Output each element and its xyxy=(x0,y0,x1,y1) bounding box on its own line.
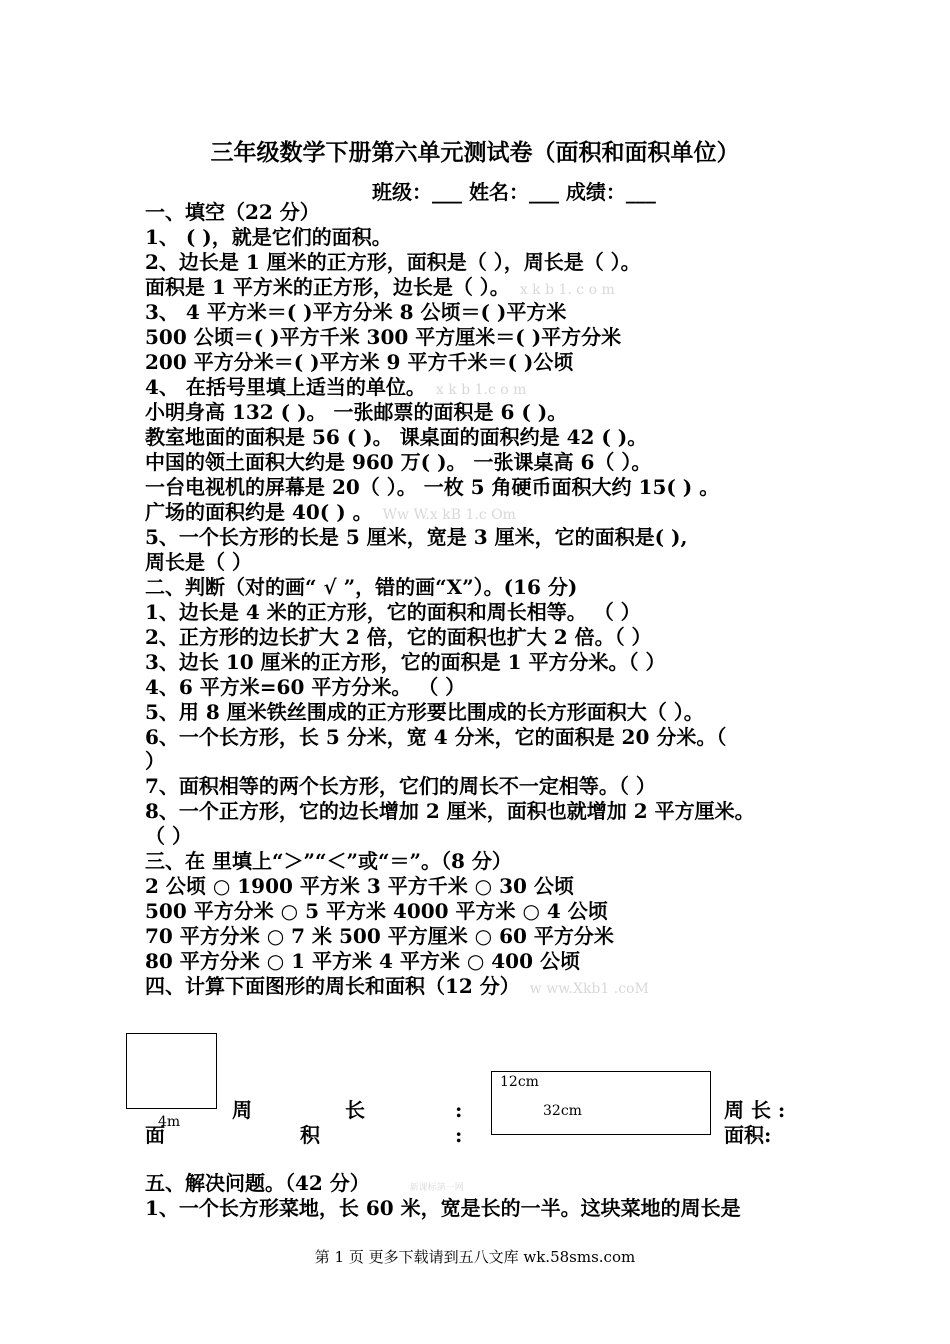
watermark-2: x k b 1.c o m xyxy=(435,382,527,398)
s3-row3: 70 平方分米 ○ 7 米 500 平方厘米 ○ 60 平方分米 xyxy=(145,924,614,948)
rect-length-label: 32cm xyxy=(543,1103,582,1119)
watermark-3: Ww W.x kB 1.c Om xyxy=(382,507,516,523)
square-figure xyxy=(126,1033,217,1109)
s2-item7: 7、面积相等的两个长方形，它们的周长不一定相等。（ ） xyxy=(145,774,656,798)
s2-item6a: 6、一个长方形，长 5 分米，宽 4 分米，它的面积是 20 分米。（ xyxy=(145,725,727,749)
s1-q4d: 一台电视机的屏幕是 20（ ）。 一枚 5 角硬币面积大约 15( ) 。 xyxy=(145,475,720,499)
s2-item1: 1、边长是 4 米的正方形，它的面积和周长相等。 （ ） xyxy=(145,600,641,624)
watermark-4: w ww.Xkb1 .coM xyxy=(529,981,649,997)
section4-heading: 四、计算下面图形的周长和面积（12 分） xyxy=(145,974,520,998)
label-mian: 面 xyxy=(145,1123,165,1147)
s1-q4e: 广场的面积约是 40( ) 。 xyxy=(145,500,373,524)
rect-width-label: 12cm xyxy=(500,1074,539,1090)
s1-q4a: 小明身高 132 ( )。 一张邮票的面积是 6 ( )。 xyxy=(145,400,568,424)
label-ji: 积 xyxy=(300,1123,320,1147)
watermark-5: 新课标第一网 xyxy=(409,1183,464,1193)
watermark-1: x k b 1. c o m xyxy=(519,282,615,298)
section1-heading: 一、填空（22 分） xyxy=(145,200,320,224)
colon-area: : xyxy=(455,1123,463,1147)
s2-item4: 4、6 平方米=60 平方分米。 （ ） xyxy=(145,675,466,699)
s1-q4b: 教室地面的面积是 56 ( )。 课桌面的面积约是 42 ( )。 xyxy=(145,425,648,449)
page-title: 三年级数学下册第六单元测试卷（面积和面积单位） xyxy=(210,139,740,166)
label-chang: 长 xyxy=(345,1098,365,1122)
s1-q4: 4、 在括号里填上适当的单位。 xyxy=(145,375,426,399)
colon-perimeter: : xyxy=(455,1098,463,1122)
s2-item2: 2、正方形的边长扩大 2 倍，它的面积也扩大 2 倍。（ ） xyxy=(145,625,652,649)
s3-row1: 2 公顷 ○ 1900 平方米 3 平方千米 ○ 30 公顷 xyxy=(145,874,574,898)
s2-item8a: 8、一个正方形，它的边长增加 2 厘米，面积也就增加 2 平方厘米。 xyxy=(145,799,755,823)
square-side-label: 4m xyxy=(158,1114,181,1130)
page-footer: 第 1 页 更多下载请到五八文库 wk.58sms.com xyxy=(314,1248,636,1266)
s1-q5a: 5、一个长方形的长是 5 厘米，宽是 3 厘米，它的面积是( ), xyxy=(145,525,688,549)
s2-item8b: （ ） xyxy=(145,824,192,848)
s1-q4-line xyxy=(145,375,526,402)
label-zhou: 周 xyxy=(232,1098,252,1122)
s4-heading-line xyxy=(145,974,649,1001)
s1-q3a: 3、 4 平方米＝( )平方分米 8 公顷＝( )平方米 xyxy=(145,300,567,324)
s3-row2: 500 平方分米 ○ 5 平方米 4000 平方米 ○ 4 公顷 xyxy=(145,899,608,923)
section3-heading: 三、在 里填上“＞”“＜”或“＝”。（8 分） xyxy=(145,849,512,873)
s1-q1: 1、 ( )，就是它们的面积。 xyxy=(145,225,392,249)
s3-row4: 80 平方分米 ○ 1 平方米 4 平方米 ○ 400 公顷 xyxy=(145,949,580,973)
right-area-label: 面积: xyxy=(724,1123,772,1147)
s1-q3b: 500 公顷＝( )平方千米 300 平方厘米＝( )平方分米 xyxy=(145,325,622,349)
s1-q4c: 中国的领土面积大约是 960 万( )。 一张课桌高 6（ ）。 xyxy=(145,450,652,474)
s1-q2b-line xyxy=(145,275,615,302)
s2-item6b: ） xyxy=(145,749,165,773)
s1-q5b: 周长是（ ） xyxy=(145,550,252,574)
s2-item3: 3、边长 10 厘米的正方形，它的面积是 1 平方分米。（ ） xyxy=(145,650,666,674)
section5-heading: 五、解决问题。（42 分） xyxy=(145,1171,370,1195)
s1-q2b: 面积是 1 平方米的正方形，边长是（ ）。 xyxy=(145,275,510,299)
right-perimeter-label: 周 长 : xyxy=(724,1098,786,1122)
s2-item5: 5、用 8 厘米铁丝围成的正方形要比围成的长方形面积大（ ）。 xyxy=(145,700,704,724)
student-info-line: 班级：___ 姓名：___ 成绩：___ xyxy=(372,180,656,204)
s1-q4e-line xyxy=(145,500,516,527)
s5-q1: 1、一个长方形菜地，长 60 米，宽是长的一半。这块菜地的周长是 xyxy=(145,1196,741,1220)
s1-q3c: 200 平方分米＝( )平方米 9 平方千米＝( )公顷 xyxy=(145,350,574,374)
section2-heading: 二、判断（对的画“ √ ”，错的画“X”）。(16 分) xyxy=(145,575,578,599)
s1-q2a: 2、边长是 1 厘米的正方形，面积是（ ），周长是（ ）。 xyxy=(145,250,641,274)
